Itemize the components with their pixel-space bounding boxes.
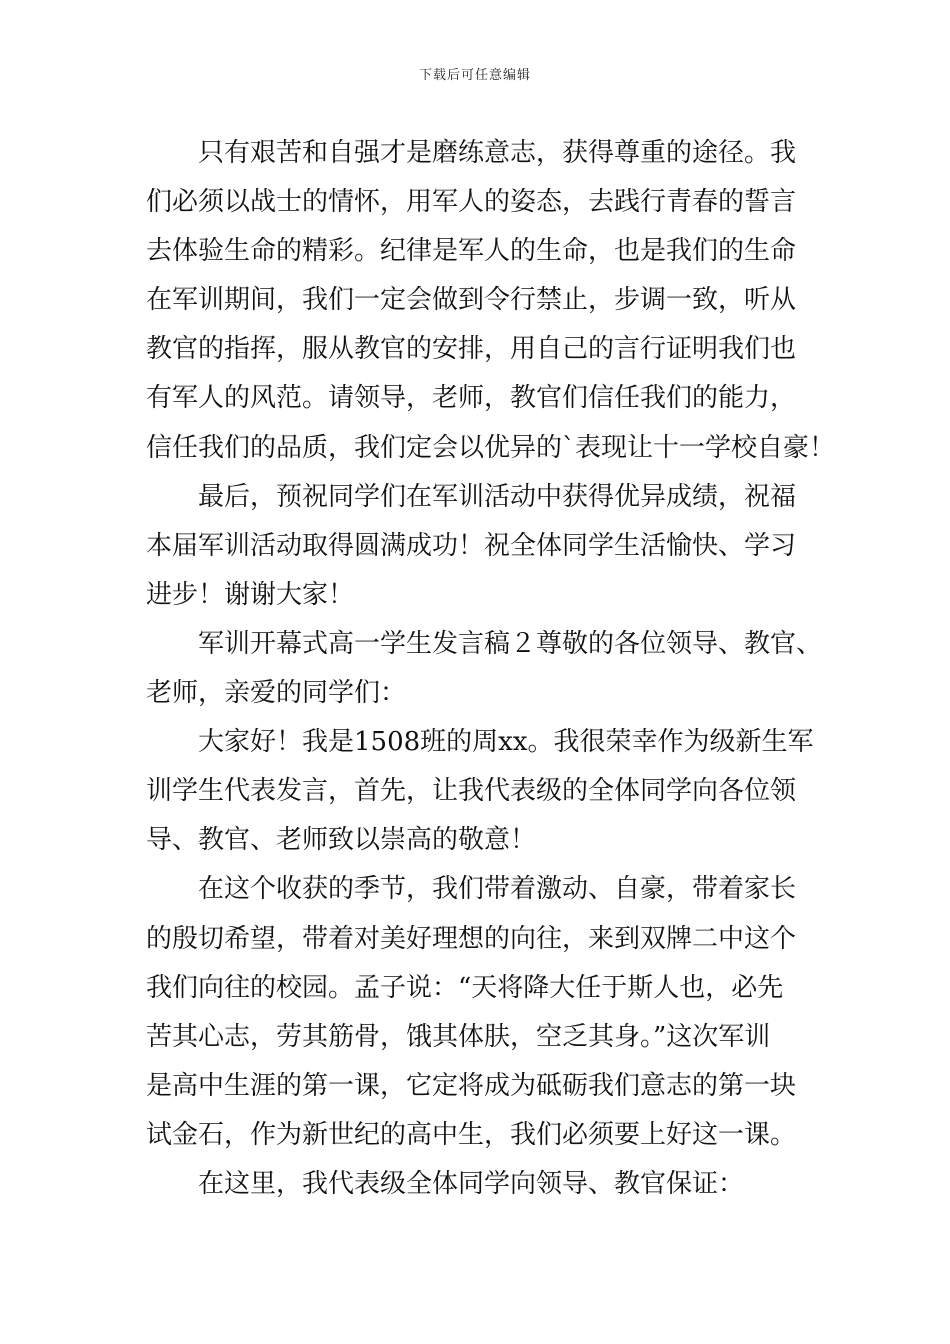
text-line: 大家好！我是1508班的周xx。我很荣幸作为级新生军 <box>198 727 814 758</box>
text-line: 教官的指挥，服从教官的安排，用自己的言行证明我们也 <box>146 334 797 365</box>
text-line: 们必须以战士的情怀，用军人的姿态，去践行青春的誓言 <box>146 187 797 218</box>
text-line: 是高中生涯的第一课，它定将成为砥砺我们意志的第一块 <box>146 1070 797 1101</box>
text-line: 有军人的风范。请领导，老师，教官们信任我们的能力， <box>146 383 797 414</box>
text-line: 去体验生命的精彩。纪律是军人的生命，也是我们的生命 <box>146 236 797 267</box>
text-line: 最后，预祝同学们在军训活动中获得优异成绩，祝福 <box>198 481 797 512</box>
text-line: 苦其心志，劳其筋骨，饿其体肤，空乏其身。”这次军训 <box>146 1021 771 1052</box>
text-line: 训学生代表发言，首先，让我代表级的全体同学向各位领 <box>146 776 797 807</box>
text-line: 我们向往的校园。孟子说：“天将降大任于斯人也，必先 <box>146 972 784 1003</box>
text-line: 信任我们的品质，我们定会以优异的`表现让十一学校自豪！ <box>146 432 836 463</box>
text-line: 老师，亲爱的同学们： <box>146 678 407 709</box>
text-line: 进步！谢谢大家！ <box>146 579 355 610</box>
text-line: 军训开幕式高一学生发言稿２尊敬的各位领导、教官、 <box>198 628 823 659</box>
text-line: 试金石，作为新世纪的高中生，我们必须要上好这一课。 <box>146 1119 797 1150</box>
text-line: 本届军训活动取得圆满成功！祝全体同学生活愉快、学习 <box>146 530 797 561</box>
text-line: 导、教官、老师致以崇高的敬意！ <box>146 825 537 856</box>
text-line: 只有艰苦和自强才是磨练意志，获得尊重的途径。我 <box>198 138 797 168</box>
text-line: 在这里，我代表级全体同学向领导、教官保证： <box>198 1168 745 1199</box>
text-line: 在军训期间，我们一定会做到令行禁止，步调一致，听从 <box>146 285 797 316</box>
body-text <box>146 129 836 1209</box>
text-line: 的殷切希望，带着对美好理想的向往，来到双牌二中这个 <box>146 923 797 954</box>
header-note: 下载后可任意编辑 <box>418 68 531 83</box>
text-line: 在这个收获的季节，我们带着激动、自豪，带着家长 <box>198 874 797 905</box>
